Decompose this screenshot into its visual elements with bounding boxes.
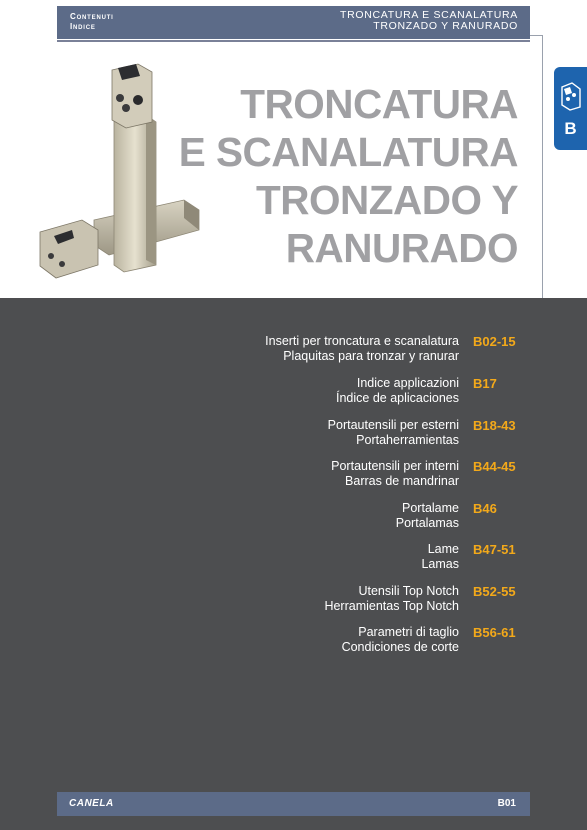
toc-page-ref[interactable]: B44-45: [473, 459, 516, 474]
toc-entry[interactable]: [0, 542, 540, 582]
toc-page-ref[interactable]: B56-61: [473, 625, 516, 640]
toc-entry-italian: Portautensili per esterni: [327, 418, 459, 432]
toc-entry[interactable]: [0, 376, 540, 416]
toc-entry-spanish: Portaherramientas: [356, 433, 459, 447]
toc-page-ref[interactable]: B17: [473, 376, 497, 391]
margin-line-cap: [530, 35, 543, 36]
toc-entry-spanish: Plaquitas para tronzar y ranurar: [283, 349, 459, 363]
toc-entry-spanish: Lamas: [421, 557, 459, 571]
grooving-tool-icon: [558, 81, 583, 111]
toc-entry-text: [324, 584, 459, 614]
toc-page-ref[interactable]: B46: [473, 501, 497, 516]
toc-entry-text: [336, 376, 459, 406]
header-chapter-title: [340, 10, 518, 32]
title-line1: TRONCATURA: [240, 81, 518, 127]
toc-entry-text: [331, 459, 459, 489]
toc-entry[interactable]: [0, 584, 540, 624]
toc-page-ref[interactable]: B47-51: [473, 542, 516, 557]
section-tab-letter: B: [564, 119, 577, 138]
title-line3: TRONZADO Y: [255, 177, 518, 223]
page-header: [57, 6, 530, 39]
toc-entry[interactable]: [0, 459, 540, 499]
toc-entry-text: [396, 501, 459, 531]
page-number: B01: [497, 798, 516, 809]
toc-entry[interactable]: [0, 625, 540, 665]
header-divider: [57, 40, 530, 42]
toc-page-ref[interactable]: B52-55: [473, 584, 516, 599]
toc-entry-italian: Lame: [427, 542, 459, 556]
toc-entry-italian: Portautensili per interni: [331, 459, 459, 473]
toc-entry-text: [328, 418, 459, 448]
header-section-label: [70, 12, 114, 32]
toc-entry-text: [421, 542, 459, 572]
header-left-line2: Indice: [70, 22, 96, 31]
page-footer: [57, 792, 530, 816]
brand-logo: CANELA: [69, 798, 114, 809]
header-left-line1: Contenuti: [70, 12, 114, 21]
title-line2: E SCANALATURA: [178, 129, 518, 175]
toc-page-ref[interactable]: B18-43: [473, 418, 516, 433]
toc-entry-italian: Inserti per troncatura e scanalatura: [265, 334, 459, 348]
toc-entry-italian: Utensili Top Notch: [358, 584, 459, 598]
toc-entry-spanish: Condiciones de corte: [341, 640, 459, 654]
header-right-line2: TRONZADO Y RANURADO: [373, 20, 518, 32]
toc-entry-italian: Indice applicazioni: [356, 376, 459, 390]
toc-entry-spanish: Portalamas: [395, 516, 459, 530]
toc-entry[interactable]: [0, 418, 540, 458]
toc-page-ref[interactable]: B02-15: [473, 334, 516, 349]
toc-entry-italian: Parametri di taglio: [358, 625, 459, 639]
toc-entry-spanish: Herramientas Top Notch: [324, 599, 459, 613]
header-right-line1: TRONCATURA E SCANALATURA: [339, 9, 518, 21]
page-title: [179, 80, 518, 272]
title-line4: RANURADO: [285, 225, 518, 271]
toc-entry-italian: Portalame: [402, 501, 459, 515]
toc-entry-spanish: Índice de aplicaciones: [336, 391, 459, 405]
toc-entry[interactable]: [0, 334, 540, 374]
toc-entry-text: [342, 625, 459, 655]
toc-entry[interactable]: [0, 501, 540, 541]
toc-entry-text: [265, 334, 459, 364]
section-tab-b[interactable]: [554, 67, 587, 150]
toc-entry-spanish: Barras de mandrinar: [345, 474, 459, 488]
